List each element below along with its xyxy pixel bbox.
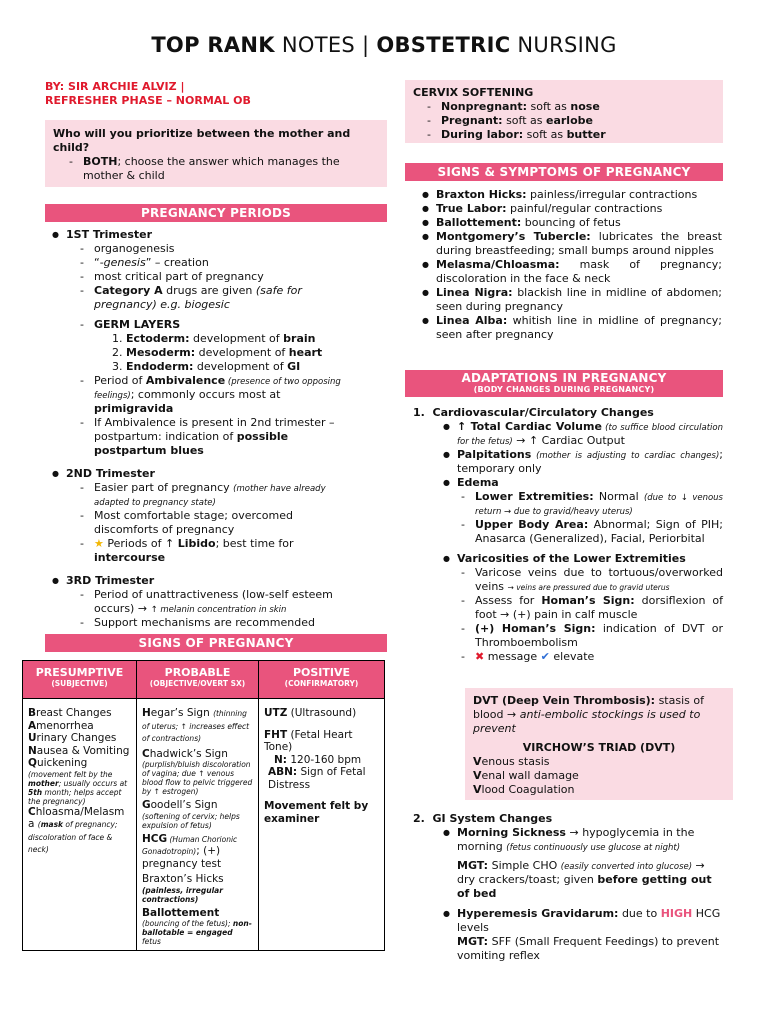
star-icon: ★ xyxy=(94,537,104,550)
priority-question: Who will you prioritize between the mother and child? xyxy=(53,127,351,154)
page-title: TOP RANK NOTES | OBSTETRIC NURSING xyxy=(151,33,617,57)
dvt-box: DVT (Deep Vein Thrombosis): stasis of blood → anti-embolic stockings is used to prevent VIRCHOW’S TRIAD (DVT) Venous stasis Venal wall damage Vlood Coagulation xyxy=(465,688,733,800)
second-trimester: ● 2ND Trimester - Easier part of pregnancy (mother have already adapted to pregnancy state) - Most comfortable stage; overcomed discomforts of pregnancy - ★ Periods of ↑ Libido; best time for intercourse xyxy=(50,467,355,565)
signs-symptoms-header: SIGNS & SYMPTOMS OF PREGNANCY xyxy=(405,163,723,181)
column-probable: PROBABLE (OBJECTIVE/OVERT SX) xyxy=(137,661,259,699)
author-line: BY: SIR ARCHIE ALVIZ | REFRESHER PHASE – NORMAL OB xyxy=(45,80,251,107)
column-presumptive: PRESUMPTIVE (SUBJECTIVE) xyxy=(23,661,137,699)
first-trimester: ● 1ST Trimester - organogenesis - “-genesis” – creation - most critical part of pregnancy - Category A drugs are given (safe for pregnancy) e.g. biogesic - GERM LAYERS 1. Ectoderm: development of brain 2. Mesoderm: development of heart 3. Endoderm: development of GI - Period of Ambivalence (presence of two opposing feelings); commonly occurs most at primigravida - If Ambivalence is present in 2nd trimester – postpartum: indication of possible postpartum blues xyxy=(50,228,355,458)
cervix-softening-box: CERVIX SOFTENING - Nonpregnant: soft as nose - Pregnant: soft as earlobe - During labor: soft as butter xyxy=(405,80,723,143)
adaptations-gi: 2. GI System Changes ● Morning Sickness → hypoglycemia in the morning (fetus continuously use glucose at night) MGT: Simple CHO (easily converted into glucose) → dry crackers/toast; given before getting out of bed ● Hyperemesis Gravidarum: due to HIGH HCG levels MGT: SFF (Small Frequent Feedings) to prevent vomiting reflex xyxy=(413,812,723,963)
signs-of-pregnancy-table xyxy=(22,660,385,951)
check-icon: ✔ xyxy=(540,650,550,663)
third-trimester: ● 3RD Trimester - Period of unattractiveness (low-self esteem occurs) → ↑ melanin concentration in skin - Support mechanisms are recommended xyxy=(50,574,355,630)
column-positive: POSITIVE (CONFIRMATORY) xyxy=(259,661,385,699)
priority-question-box xyxy=(45,120,387,187)
presumptive-cell: Breast Changes Amenorrhea Urinary Changes Nausea & Vomiting Quickening (movement felt by the mother; usually occurs at 5th month; helps accept the pregnancy) Chloasma/Melasm a (mask of pregnancy; discoloration of face & neck) xyxy=(23,699,137,951)
priority-answer: - BOTH; choose the answer which manages the mother & child xyxy=(65,155,379,183)
signs-symptoms-list: ● Braxton Hicks: painless/irregular contractions ● True Labor: painful/regular contractions ● Ballottement: bouncing of fetus ● Montgomery’s Tubercle: lubricates the breast during breastfeeding; small bumps around nipples ● Melasma/Chloasma: mask of pregnancy; discoloration in the face & neck ● Linea Nigra: blackish line in midline of abdomen; seen during pregnancy ● Linea Alba: whitish line in midline of pregnancy; seen after pregnancy xyxy=(420,188,722,342)
cross-icon: ✖ xyxy=(475,650,485,663)
probable-cell: Hegar’s Sign (thinning of uterus; ↑ increases effect of contractions) Chadwick’s Sign (purplish/bluish discoloration of vagina; due ↑ venous blood flow to pelvic triggered by ↑ estrogen) Goodell’s Sign (softening of cervix; helps expulsion of fetus) HCG (Human Chorionic Gonadotropin); (+) pregnancy test Braxton’s Hicks (painless, irregular contractions) Ballottement (bouncing of the fetus); non-ballotable = engaged fetus xyxy=(137,699,259,951)
adaptations-cardio: 1. Cardiovascular/Circulatory Changes ● ↑ Total Cardiac Volume (to suffice blood circulation for the fetus) → ↑ Cardiac Output ● Palpitations (mother is adjusting to cardiac changes); temporary only ● Edema - Lower Extremities: Normal (due to ↓ venous return → due to gravid/heavy uterus) - Upper Body Area: Abnormal; Sign of PIH; Anasarca (Generalized), Facial, Periorbital ● Varicosities of the Lower Extremities - Varicose veins due to tortuous/overworked veins → veins are pressured due to gravid uterus - Assess for Homan’s Sign: dorsiflexion of foot → (+) pain in calf muscle - (+) Homan’s Sign: indication of DVT or Thromboembolism - ✖ message ✔ elevate xyxy=(413,406,723,664)
adaptations-header: ADAPTATIONS IN PREGNANCY (BODY CHANGES DURING PREGNANCY) xyxy=(405,370,723,397)
pregnancy-periods-header: PREGNANCY PERIODS xyxy=(45,204,387,222)
pregnancy-periods-list xyxy=(50,228,355,630)
positive-cell: UTZ (Ultrasound) FHT (Fetal Heart Tone) N: 120-160 bpm ABN: Sign of Fetal Distress Movement felt by examiner xyxy=(259,699,385,951)
signs-of-pregnancy-header: SIGNS OF PREGNANCY xyxy=(45,634,387,652)
